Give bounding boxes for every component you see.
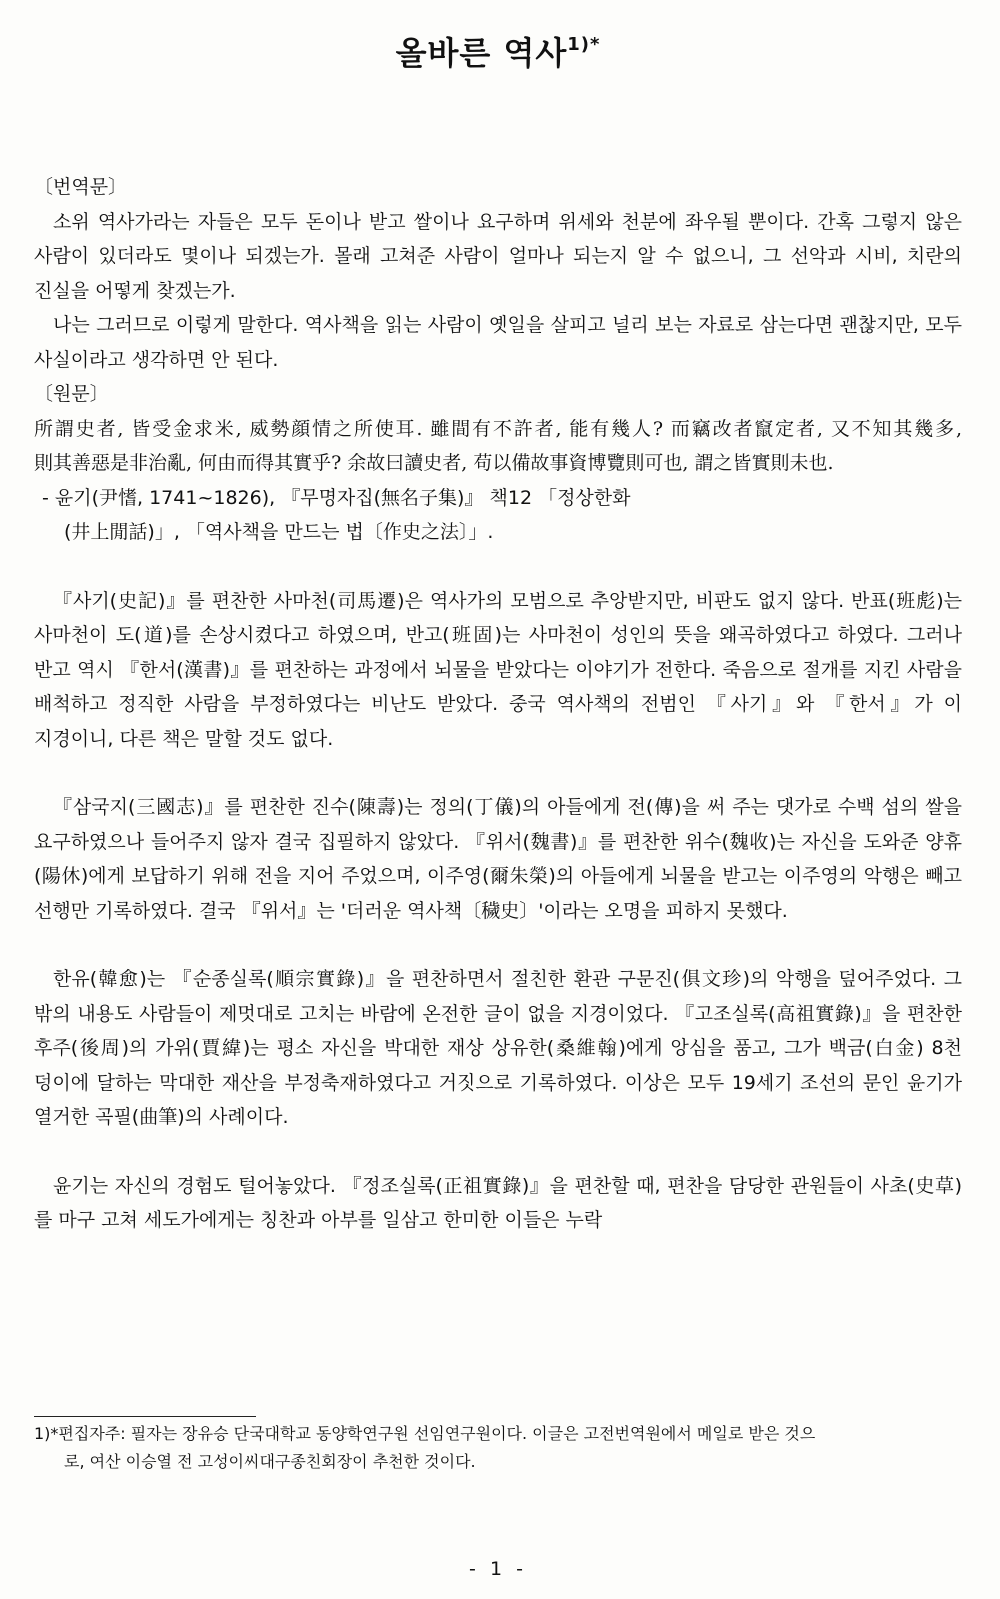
- article-body: [34, 170, 962, 1238]
- document-page: [34, 0, 962, 1599]
- title-text: 올바른 역사: [395, 34, 568, 72]
- citation-line-2: (井上閒話)」, 「역사책을 만드는 법〔作史之法〕」.: [64, 521, 494, 543]
- page-title: [34, 28, 962, 74]
- body-paragraph-4: 윤기는 자신의 경험도 털어놓았다. 『정조실록(正祖實錄)』을 편찬할 때, 편찬을 담당한 관원들이 사초(史草)를 마구 고쳐 세도가에게는 칭찬과 아부를 일삼고 한미한 이들은 누락: [34, 1174, 962, 1231]
- footnote: [34, 1420, 962, 1476]
- original-classical-text: 所謂史者, 皆受金求米, 威勢顔情之所使耳. 雖間有不許者, 能有幾人? 而竊改者竄定者, 又不知其幾多, 則其善惡是非治亂, 何由而得其實乎? 余故曰讀史者, 苟以備故事資博覽則可也, 謂之皆實則未也.: [34, 417, 962, 474]
- citation-line-1: - 윤기(尹愭, 1741~1826), 『무명자집(無名子集)』 책12 「정상한화: [42, 486, 631, 509]
- body-paragraph-1: 『사기(史記)』를 편찬한 사마천(司馬遷)은 역사가의 모범으로 추앙받지만, 비판도 없지 않다. 반표(班彪)는 사마천이 도(道)를 손상시켰다고 하였으며, 반고(班固)는 사마천이 성인의 뜻을 왜곡하였다고 하였다. 그러나 반고 역시 『한서(漢書)』를 편찬하는 과정에서 뇌물을 받았다는 이야기가 전한다. 죽음으로 절개를 지킨 사람을 배척하고 정직한 사람을 부정하였다는 비난도 받았다. 중국 역사책의 전범인 『사기』와 『한서』가 이 지경이니, 다른 책은 말할 것도 없다.: [34, 589, 962, 750]
- section-label-original: 〔원문〕: [34, 383, 109, 405]
- footnote-line-1: 1)*편집자주: 필자는 장유승 단국대학교 동양학연구원 선임연구원이다. 이글은 고전번역원에서 메일로 받은 것으: [34, 1424, 816, 1443]
- section-label-translation: 〔번역문〕: [34, 176, 128, 198]
- body-paragraph-2: 『삼국지(三國志)』를 편찬한 진수(陳壽)는 정의(丁儀)의 아들에게 전(傳)을 써 주는 댓가로 수백 섬의 쌀을 요구하였으나 들어주지 않자 결국 집필하지 않았다. 『위서(魏書)』를 편찬한 위수(魏收)는 자신을 도와준 양휴(陽休)에게 보답하기 위해 전을 지어 주었으며, 이주영(爾朱榮)의 아들에게 뇌물을 받고는 이주영의 악행은 빼고 선행만 기록하였다. 결국 『위서』는 '더러운 역사책〔穢史〕'이라는 오명을 피하지 못했다.: [34, 796, 962, 922]
- body-paragraph-3: 한유(韓愈)는 『순종실록(順宗實錄)』을 편찬하면서 절친한 환관 구문진(俱文珍)의 악행을 덮어주었다. 그 밖의 내용도 사람들이 제멋대로 고치는 바람에 온전한 글이 없을 지경이었다. 『고조실록(高祖實錄)』을 편찬한 후주(後周)의 가위(賈緯)는 평소 자신을 박대한 재상 상유한(桑維翰)에게 앙심을 품고, 그가 백금(白金) 8천 덩이에 달하는 막대한 재산을 부정축재하였다고 거짓으로 기록하였다. 이상은 모두 19세기 조선의 문인 윤기가 열거한 곡필(曲筆)의 사례이다.: [34, 968, 962, 1128]
- translation-paragraph-1: 소위 역사가라는 자들은 모두 돈이나 받고 쌀이나 요구하며 위세와 천분에 좌우될 뿐이다. 간혹 그렇지 않은 사람이 있더라도 몇이나 되겠는가. 몰래 고쳐준 사람이 얼마나 되는지 알 수 없으니, 그 선악과 시비, 치란의 진실을 어떻게 찾겠는가.: [34, 210, 962, 302]
- footnote-divider: [34, 1416, 256, 1417]
- page-number: - 1 -: [469, 1558, 527, 1580]
- footnote-line-2: 로, 여산 이승열 전 고성이씨대구종친회장이 추천한 것이다.: [64, 1452, 476, 1471]
- footnote-marker[interactable]: 1)*: [567, 34, 601, 55]
- translation-paragraph-2: 나는 그러므로 이렇게 말한다. 역사책을 읽는 사람이 옛일을 살피고 널리 보는 자료로 삼는다면 괜찮지만, 모두 사실이라고 생각하면 안 된다.: [34, 314, 962, 371]
